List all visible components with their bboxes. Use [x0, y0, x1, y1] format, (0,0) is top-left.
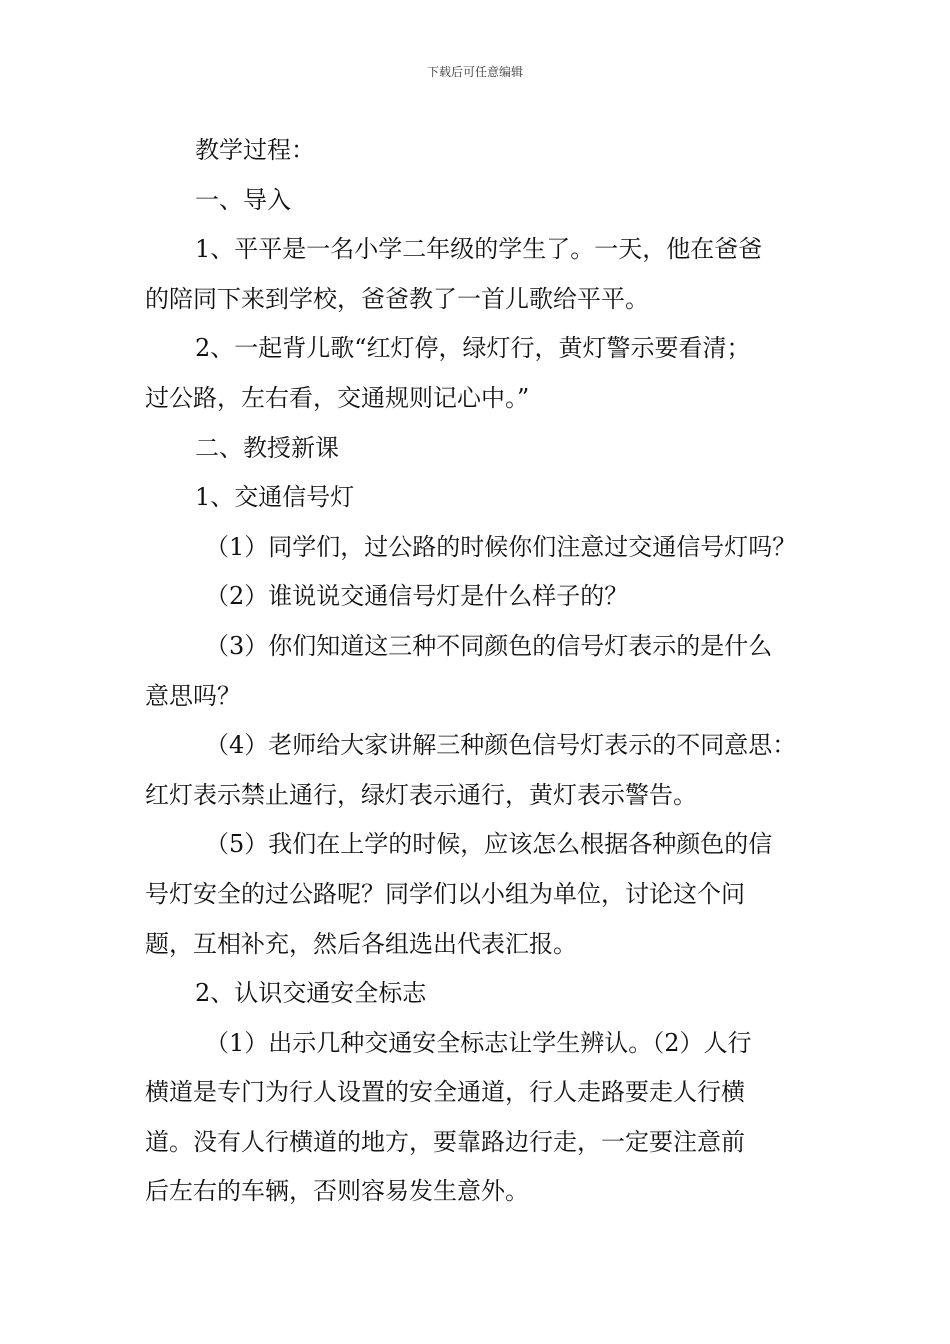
- section-heading-introduction: 一、导入: [195, 185, 291, 214]
- paragraph-line: （5）我们在上学的时候，应该怎么根据各种颜色的信: [205, 830, 773, 859]
- paragraph-line: 意思吗？: [145, 681, 241, 710]
- paragraph-line: （1）同学们，过公路的时候你们注意过交通信号灯吗？: [205, 532, 797, 561]
- paragraph-line: 的陪同下来到学校，爸爸教了一首儿歌给平平。: [145, 284, 649, 313]
- section-heading-new-lesson: 二、教授新课: [195, 433, 339, 462]
- paragraph-line: 后左右的车辆，否则容易发生意外。: [145, 1177, 529, 1206]
- paragraph-line: 2、一起背儿歌“红灯停，绿灯行，黄灯警示要看清；: [195, 334, 751, 363]
- subsection-heading-traffic-signs: 2、认识交通安全标志: [195, 979, 427, 1008]
- paragraph-line: 道。没有人行横道的地方，要靠路边行走，一定要注意前: [145, 1127, 745, 1156]
- paragraph-line: （3）你们知道这三种不同颜色的信号灯表示的是什么: [205, 631, 773, 660]
- paragraph-line: 过公路，左右看，交通规则记心中。”: [145, 383, 530, 412]
- section-heading-teaching-process: 教学过程：: [195, 136, 315, 164]
- document-body: [145, 126, 825, 1217]
- paragraph-line: 号灯安全的过公路呢？同学们以小组为单位，讨论这个问: [145, 879, 745, 908]
- subsection-heading-traffic-light: 1、交通信号灯: [195, 483, 355, 512]
- paragraph-line: 横道是专门为行人设置的安全通道，行人走路要走人行横: [145, 1078, 745, 1107]
- paragraph-line: （1）出示几种交通安全标志让学生辨认。（2）人行: [205, 1028, 752, 1057]
- paragraph-line: 题，互相补充，然后各组选出代表汇报。: [145, 929, 577, 958]
- paragraph-line: 1、平平是一名小学二年级的学生了。一天，他在爸爸: [195, 235, 763, 264]
- paragraph-line: 红灯表示禁止通行，绿灯表示通行，黄灯表示警告。: [145, 780, 697, 809]
- page-header-note: 下载后可任意编辑: [426, 65, 523, 79]
- paragraph-line: （4）老师给大家讲解三种颜色信号灯表示的不同意思：: [205, 731, 797, 760]
- paragraph-line: （2）谁说说交通信号灯是什么样子的？: [205, 582, 629, 611]
